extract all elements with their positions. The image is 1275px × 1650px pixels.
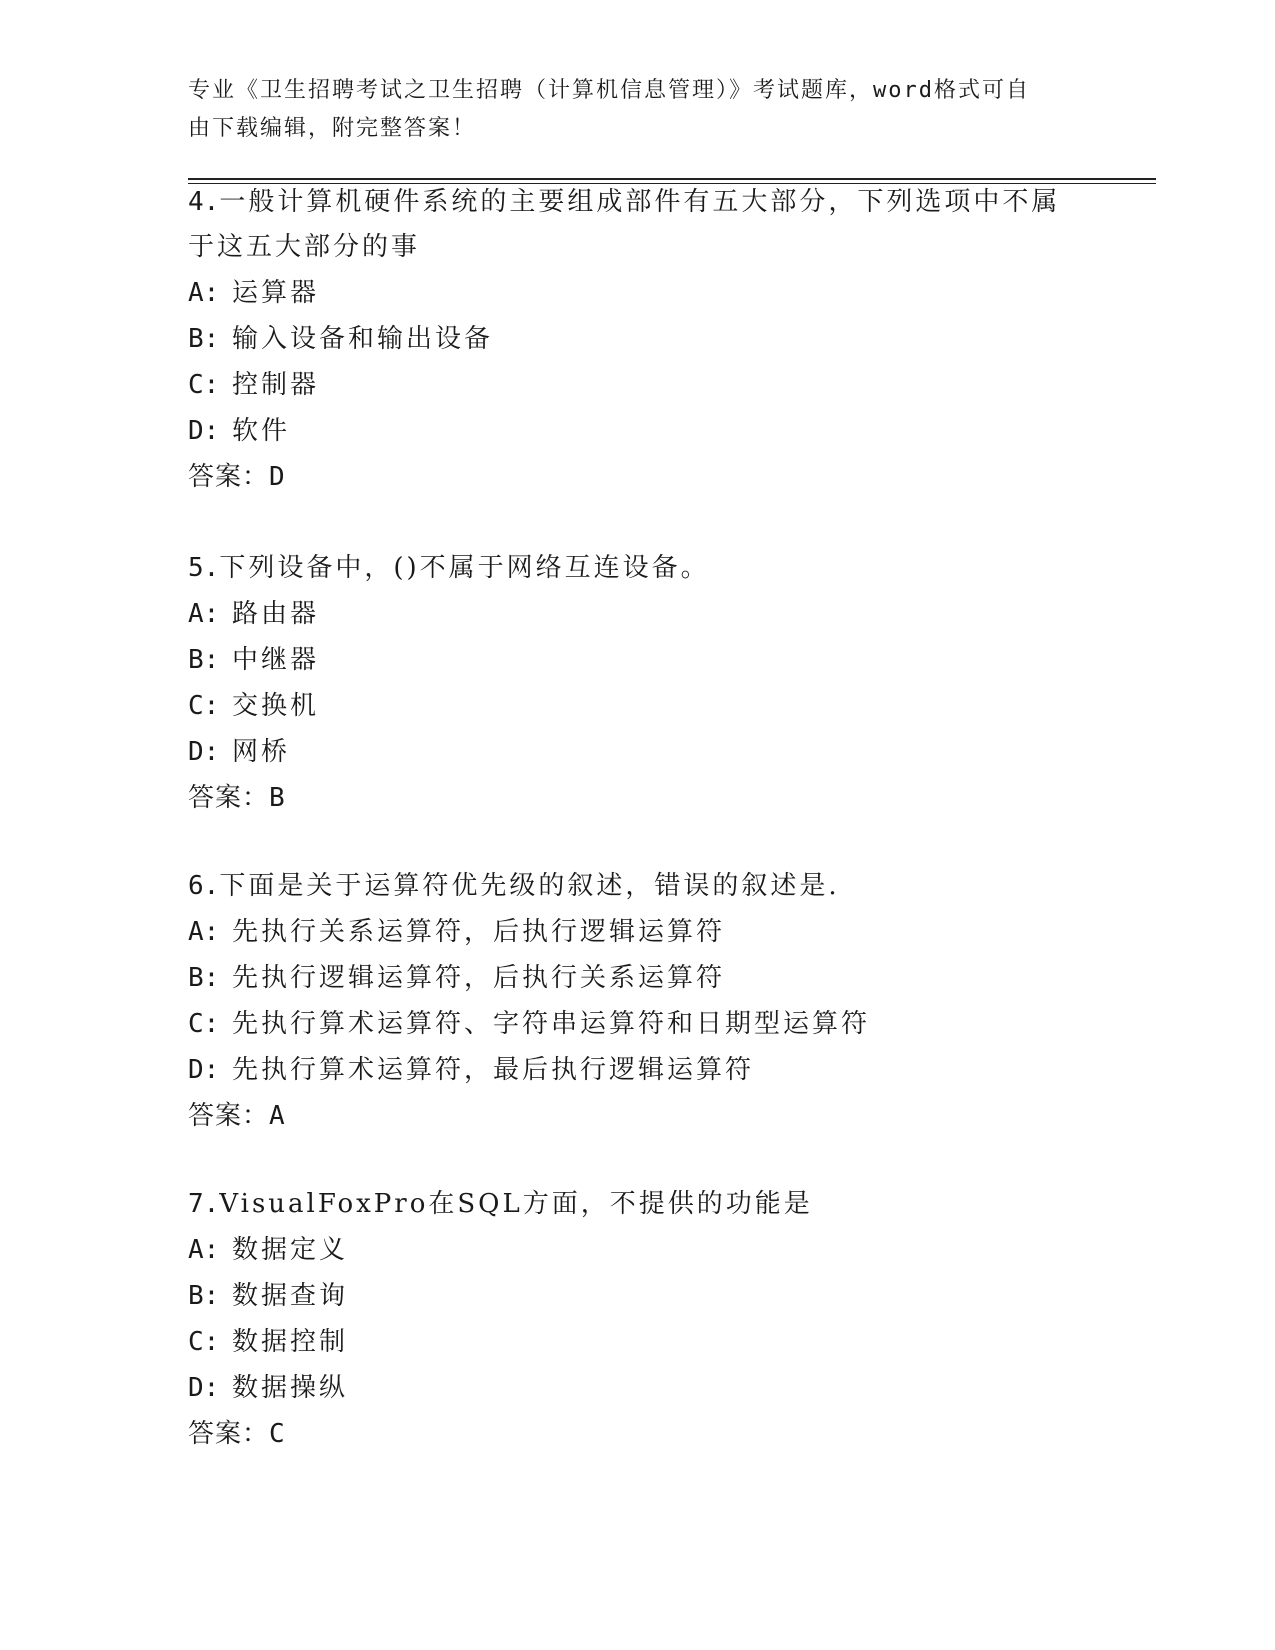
question-number: 5. [188, 553, 220, 583]
option-b [188, 637, 1088, 683]
question-number: 4. [188, 187, 220, 217]
option-text: 控制器 [232, 370, 320, 400]
option-key: A: [188, 1235, 220, 1265]
answer-line [188, 1093, 1088, 1139]
question-text-line-1: VisualFoxPro在SQL方面，不提供的功能是 [219, 1189, 813, 1219]
question-text [188, 864, 1088, 909]
question-text-line-1: 下面是关于运算符优先级的叙述，错误的叙述是. [219, 871, 840, 901]
answer-value: C [269, 1419, 286, 1449]
question-7 [188, 1182, 1088, 1457]
option-c [188, 683, 1088, 729]
option-d [188, 729, 1088, 775]
option-text: 软件 [232, 416, 291, 446]
question-text [188, 546, 1088, 591]
option-text: 先执行算术运算符，最后执行逻辑运算符 [232, 1055, 755, 1085]
question-text [188, 180, 1088, 225]
option-text: 先执行算术运算符、字符串运算符和日期型运算符 [232, 1009, 871, 1039]
question-6 [188, 864, 1088, 1139]
option-key: B: [188, 645, 220, 675]
option-list [188, 270, 1088, 454]
option-key: D: [188, 1373, 220, 1403]
option-text: 中继器 [232, 645, 320, 675]
option-key: B: [188, 324, 220, 354]
option-b [188, 316, 1088, 362]
option-key: A: [188, 917, 220, 947]
option-d [188, 1365, 1088, 1411]
header-line-2: 由下载编辑，附完整答案！ [188, 116, 477, 141]
answer-label: 答案： [188, 1101, 270, 1131]
option-text: 数据定义 [232, 1235, 349, 1265]
question-number: 6. [188, 871, 220, 901]
option-key: D: [188, 1055, 220, 1085]
answer-value: B [269, 783, 286, 813]
answer-label: 答案： [188, 1419, 270, 1449]
option-b [188, 955, 1088, 1001]
option-c [188, 1001, 1088, 1047]
option-a [188, 909, 1088, 955]
answer-value: D [269, 462, 286, 492]
question-4 [188, 180, 1088, 500]
option-a [188, 270, 1088, 316]
option-key: B: [188, 1281, 220, 1311]
option-a [188, 591, 1088, 637]
question-text-line-1: 一般计算机硬件系统的主要组成部件有五大部分，下列选项中不属 [219, 187, 1061, 217]
option-text: 先执行关系运算符，后执行逻辑运算符 [232, 917, 726, 947]
option-key: C: [188, 1327, 220, 1357]
option-key: A: [188, 599, 220, 629]
option-text: 输入设备和输出设备 [232, 324, 494, 354]
question-text [188, 1182, 1088, 1227]
answer-line [188, 775, 1088, 821]
option-d [188, 408, 1088, 454]
answer-label: 答案： [188, 462, 270, 492]
answer-line [188, 454, 1088, 500]
option-key: C: [188, 370, 220, 400]
option-c [188, 362, 1088, 408]
option-text: 数据控制 [232, 1327, 349, 1357]
answer-line [188, 1411, 1088, 1457]
option-d [188, 1047, 1088, 1093]
option-text: 交换机 [232, 691, 320, 721]
option-text: 数据操纵 [232, 1373, 349, 1403]
question-text-line-2: 于这五大部分的事 [188, 232, 421, 262]
option-list [188, 591, 1088, 775]
option-key: D: [188, 416, 220, 446]
question-number: 7. [188, 1189, 220, 1219]
option-c [188, 1319, 1088, 1365]
option-list [188, 909, 1088, 1093]
option-key: D: [188, 737, 220, 767]
header-line-1: 专业《卫生招聘考试之卫生招聘（计算机信息管理）》考试题库，word格式可自 [188, 78, 1030, 103]
option-text: 先执行逻辑运算符，后执行关系运算符 [232, 963, 726, 993]
option-a [188, 1227, 1088, 1273]
answer-label: 答案： [188, 783, 270, 813]
option-b [188, 1273, 1088, 1319]
option-key: B: [188, 963, 220, 993]
option-text: 路由器 [232, 599, 320, 629]
option-text: 数据查询 [232, 1281, 349, 1311]
option-text: 运算器 [232, 278, 320, 308]
option-key: C: [188, 691, 220, 721]
option-text: 网桥 [232, 737, 291, 767]
answer-value: A [269, 1101, 286, 1131]
document-header [188, 72, 1068, 148]
question-text-line-1: 下列设备中，()不属于网络互连设备。 [219, 553, 710, 583]
question-5 [188, 546, 1088, 821]
option-key: A: [188, 278, 220, 308]
option-list [188, 1227, 1088, 1411]
option-key: C: [188, 1009, 220, 1039]
